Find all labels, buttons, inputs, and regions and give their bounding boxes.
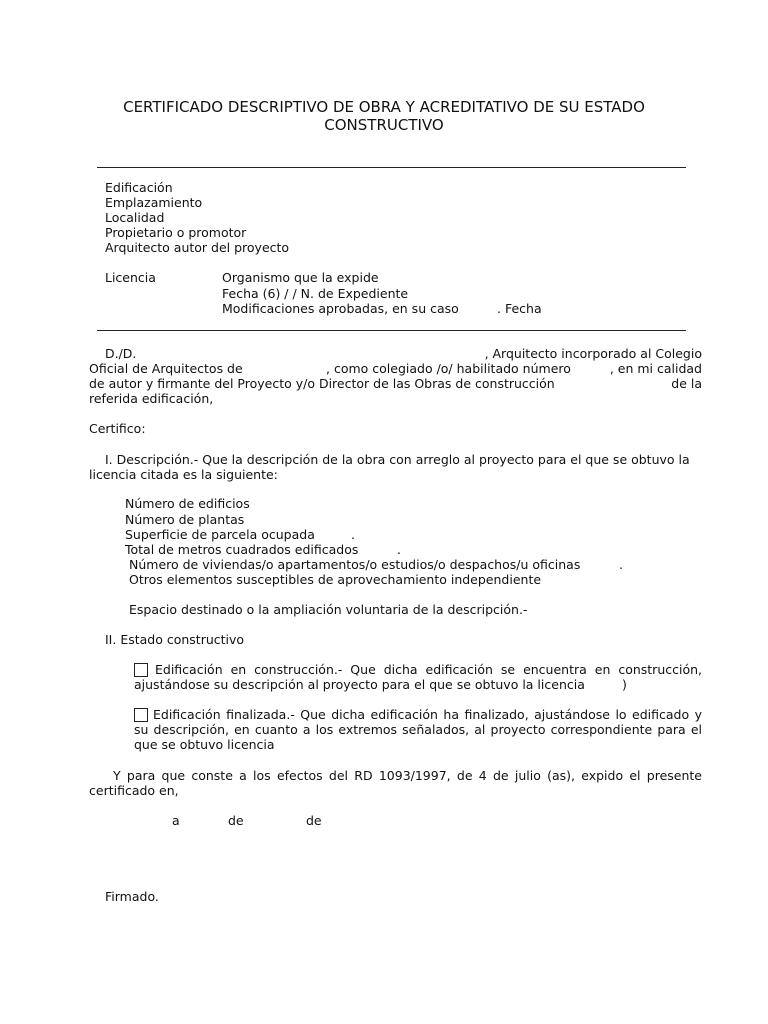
opcion-construccion-line-2: ajustándose su descripción al proyecto para el que se obtuvo la licencia (134, 677, 585, 692)
field-propietario: Propietario o promotor (105, 225, 247, 240)
opcion-finalizada-line-3: que se obtuvo licencia (134, 737, 275, 752)
descripcion-line-2: licencia citada es la siguiente: (89, 467, 278, 482)
estado-heading: II. Estado constructivo (105, 632, 245, 647)
opcion-construccion-close: ) (622, 677, 627, 692)
intro-arquitecto: , Arquitecto incorporado al Colegio (484, 346, 702, 361)
certifico-label: Certifico: (89, 421, 146, 436)
field-localidad: Localidad (105, 210, 165, 225)
intro-dd: D./D. (105, 346, 137, 361)
field-modificaciones: Modificaciones aprobadas, en su caso (222, 301, 459, 316)
item-metros: Total de metros cuadrados edificados (125, 542, 359, 557)
intro-calidad: , en mi calidad (609, 361, 702, 376)
item-edificios: Número de edificios (125, 496, 250, 511)
item-viviendas-dot: . (619, 557, 623, 572)
intro-de-la: de la (671, 376, 702, 391)
item-viviendas: Número de viviendas/o apartamentos/o estudios/o despachos/u oficinas (129, 557, 581, 572)
field-emplazamiento: Emplazamiento (105, 195, 203, 210)
firmado-label: Firmado. (105, 889, 159, 904)
field-arquitecto: Arquitecto autor del proyecto (105, 240, 290, 255)
intro-colegiado: , como colegiado /o/ habilitado número (326, 361, 571, 376)
opcion-finalizada-line-2: su descripción, en cuanto a los extremos señalados, al proyecto correspondiente para el (134, 722, 702, 737)
title-line-2: CONSTRUCTIVO (324, 116, 444, 134)
field-fecha-expediente: Fecha (6) / / N. de Expediente (222, 286, 409, 301)
intro-referida: referida edificación, (89, 391, 214, 406)
checkbox-finalizada[interactable] (134, 708, 148, 722)
field-edificacion: Edificación (105, 180, 173, 195)
descripcion-line-1: I. Descripción.- Que la descripción de la obra con arreglo al proyecto para el que se obtuvo la (105, 452, 690, 467)
opcion-finalizada-line-1: Edificación finalizada.- Que dicha edificación ha finalizado, ajustándose lo edificado y (153, 707, 702, 722)
title-line-1: CERTIFICADO DESCRIPTIVO DE OBRA Y ACREDITATIVO DE SU ESTADO (123, 98, 645, 116)
intro-colegio: Oficial de Arquitectos de (89, 361, 243, 376)
item-plantas: Número de plantas (125, 512, 245, 527)
descripcion-espacio: Espacio destinado o la ampliación voluntaria de la descripción.- (129, 602, 528, 617)
opcion-construccion-line-1: Edificación en construcción.- Que dicha edificación se encuentra en construcción, (155, 662, 702, 677)
intro-autor: de autor y firmante del Proyecto y/o Director de las Obras de construcción (89, 376, 555, 391)
item-superficie-dot: . (351, 527, 355, 542)
fecha-de-2: de (306, 813, 322, 828)
field-modificaciones-fecha: . Fecha (497, 301, 542, 316)
field-licencia: Licencia (105, 270, 156, 285)
item-otros: Otros elementos susceptibles de aprovechamiento independiente (129, 572, 542, 587)
fecha-a: a (172, 813, 180, 828)
fecha-de-1: de (228, 813, 244, 828)
item-metros-dot: . (397, 542, 401, 557)
document-title (60, 98, 708, 134)
field-organismo: Organismo que la expide (222, 270, 379, 285)
bottom-divider (97, 330, 686, 331)
item-superficie: Superficie de parcela ocupada (125, 527, 315, 542)
cierre-line-1: Y para que conste a los efectos del RD 1093/1997, de 4 de julio (as), expido el presente (113, 768, 702, 783)
checkbox-en-construccion[interactable] (134, 663, 148, 677)
top-divider (97, 167, 686, 168)
cierre-line-2: certificado en, (89, 783, 179, 798)
